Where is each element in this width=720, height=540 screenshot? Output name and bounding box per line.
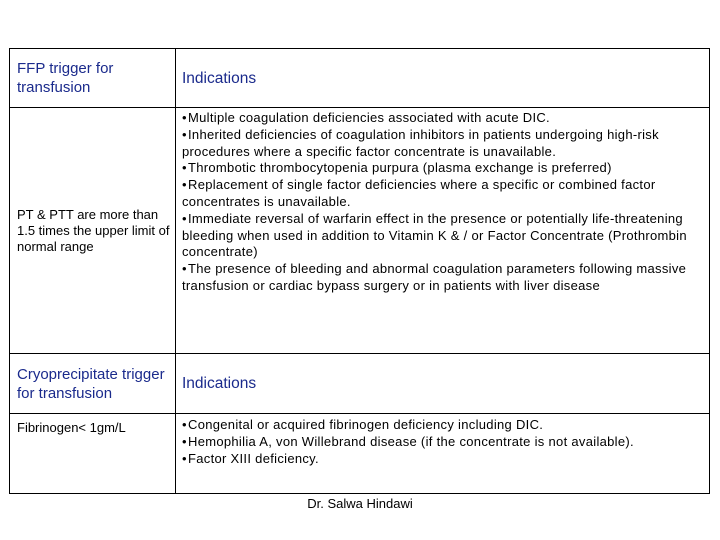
ffp-trigger-heading: FFP trigger for transfusion	[17, 60, 114, 96]
list-item	[182, 160, 697, 177]
author-credit: Dr. Salwa Hindawi	[307, 496, 413, 511]
list-item-text: Inherited deficiencies of coagulation inhibitors in patients undergoing high-risk procedures where a specific factor concentrate is unavailable.	[182, 126, 659, 159]
ffp-indications-list	[182, 110, 697, 295]
list-item	[182, 451, 697, 468]
ffp-indications-heading: Indications	[182, 69, 257, 87]
indications-table	[9, 48, 710, 494]
cryo-trigger-criteria: Fibrinogen< 1gm/L	[17, 420, 126, 435]
list-item	[182, 434, 697, 451]
bullet-icon: •	[182, 126, 187, 142]
bullet-icon: •	[182, 160, 187, 176]
ffp-trigger-criteria: PT & PTT are more than 1.5 times the upper limit of normal range	[17, 206, 170, 254]
footer	[0, 496, 720, 512]
cryo-body-row	[10, 414, 710, 494]
cryo-trigger-cell	[10, 414, 176, 494]
list-item	[182, 127, 697, 161]
list-item-text: Hemophilia A, von Willebrand disease (if the concentrate is not available).	[188, 433, 634, 449]
list-item	[182, 177, 697, 211]
cryo-indications-cell	[176, 414, 710, 494]
cryo-trigger-heading: Cryoprecipitate trigger for transfusion	[17, 365, 165, 402]
list-item	[182, 261, 697, 295]
cryo-indications-heading: Indications	[182, 375, 257, 392]
list-item-text: Congenital or acquired fibrinogen deficiency including DIC.	[188, 417, 544, 432]
ffp-trigger-heading-cell	[10, 49, 176, 108]
bullet-icon: •	[182, 261, 187, 277]
list-item	[182, 417, 697, 434]
ffp-header-row	[10, 49, 710, 108]
list-item-text: Factor XIII deficiency.	[188, 450, 319, 466]
list-item-text: Thrombotic thrombocytopenia purpura (plasma exchange is preferred)	[188, 160, 612, 176]
ffp-indications-heading-cell	[176, 49, 710, 108]
cryo-indications-list	[182, 417, 697, 467]
bullet-icon: •	[182, 110, 187, 125]
list-item	[182, 110, 697, 127]
bullet-icon: •	[182, 210, 187, 226]
cryo-indications-heading-cell	[176, 354, 710, 414]
list-item-text: Replacement of single factor deficiencies where a specific or combined factor concentrates is unavailable.	[182, 177, 656, 209]
bullet-icon: •	[182, 417, 187, 432]
cryo-header-row	[10, 354, 710, 414]
bullet-icon: •	[182, 450, 187, 466]
bullet-icon: •	[182, 177, 187, 193]
ffp-trigger-cell	[10, 108, 176, 354]
list-item-text: Multiple coagulation deficiencies associated with acute DIC.	[188, 110, 550, 125]
list-item-text: The presence of bleeding and abnormal coagulation parameters following massive transfusion or cardiac bypass surgery or in patients with liver disease	[182, 261, 687, 293]
ffp-body-row	[10, 108, 710, 354]
list-item	[182, 211, 697, 261]
cryo-trigger-heading-cell	[10, 354, 176, 414]
bullet-icon: •	[182, 433, 187, 449]
list-item-text: Immediate reversal of warfarin effect in the presence or potentially life-threatening bleeding when used in addition to Vitamin K & / or Factor Concentrate (Prothrombin concentrate)	[182, 210, 687, 260]
ffp-indications-cell	[176, 108, 710, 354]
